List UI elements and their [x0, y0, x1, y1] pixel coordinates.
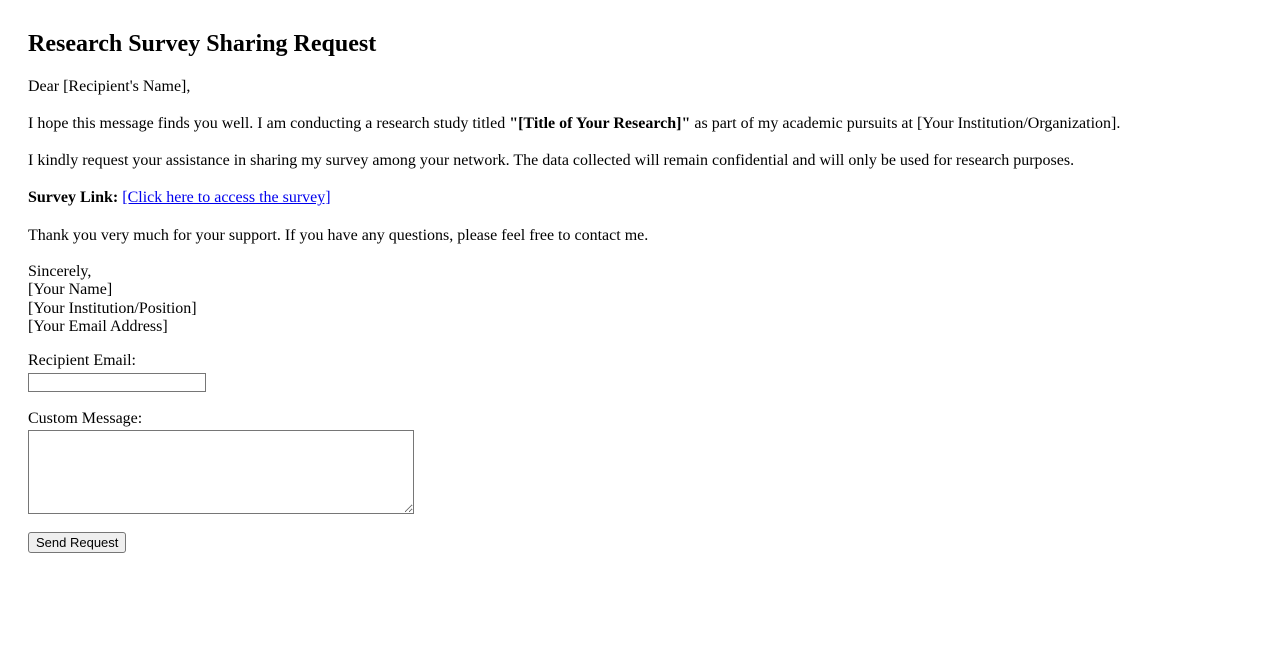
recipient-email-label: Recipient Email:	[28, 352, 136, 370]
signature-name: [Your Name]	[28, 281, 113, 299]
intro-text-after: as part of my academic pursuits at [Your Institution/Organization].	[690, 114, 1121, 132]
recipient-email-field-block	[28, 352, 1250, 392]
custom-message-textarea[interactable]	[28, 430, 414, 514]
custom-message-label: Custom Message:	[28, 409, 143, 427]
research-title-text: "[Title of Your Research]"	[509, 114, 691, 132]
request-paragraph: I kindly request your assistance in sharing my survey among your network. The data collected will remain confidential and will only be used for research purposes.	[28, 152, 1075, 170]
intro-paragraph	[28, 114, 1250, 133]
signature-email: [Your Email Address]	[28, 317, 168, 335]
survey-link[interactable]: [Click here to access the survey]	[122, 189, 331, 207]
custom-message-field-block	[28, 410, 1250, 515]
signature-block	[28, 263, 1250, 337]
thanks-paragraph: Thank you very much for your support. If you have any questions, please feel free to contact me.	[28, 226, 649, 244]
survey-link-label: Survey Link:	[28, 189, 119, 207]
send-request-button[interactable]: Send Request	[28, 532, 126, 553]
salutation-text: Dear [Recipient's Name],	[28, 77, 191, 95]
signature-position: [Your Institution/Position]	[28, 299, 197, 317]
recipient-email-input[interactable]	[28, 373, 206, 392]
intro-text-before: I hope this message finds you well. I am conducting a research study titled	[28, 114, 510, 132]
page-title: Research Survey Sharing Request	[28, 31, 377, 57]
survey-link-paragraph	[28, 188, 1250, 207]
signature-closing: Sincerely,	[28, 262, 92, 280]
